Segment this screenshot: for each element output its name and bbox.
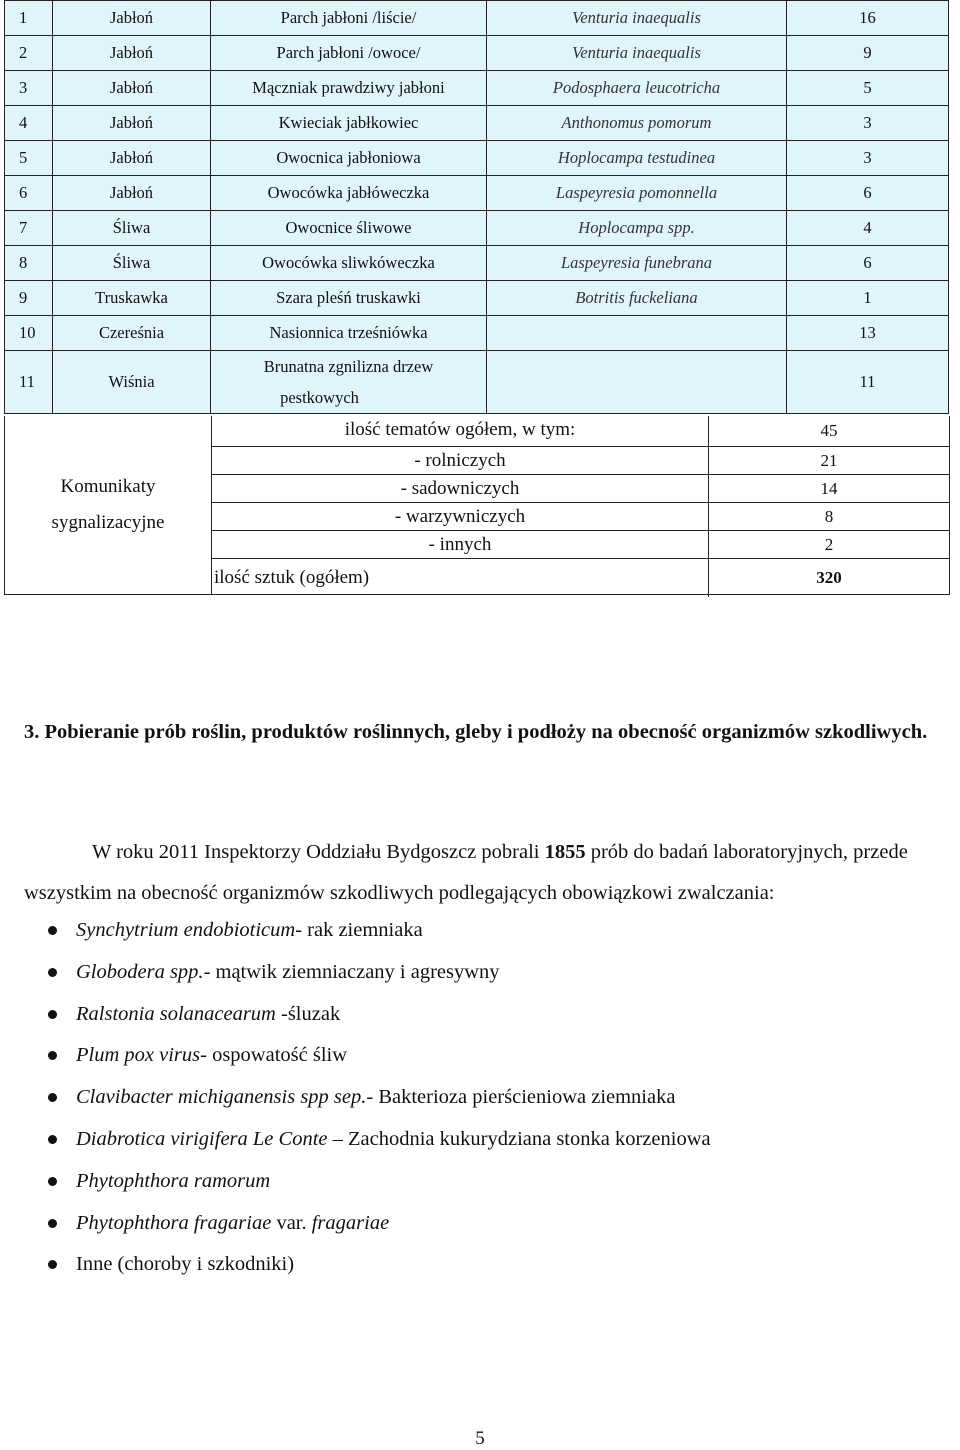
organism-description: – Zachodnia kukurydziana stonka korzeniowa <box>327 1127 711 1150</box>
organism-description: - ospowatość śliw <box>200 1044 348 1067</box>
pest-name-cell: Owocówka jabłóweczka <box>211 176 487 211</box>
crop-cell: Czereśnia <box>53 316 211 351</box>
crop-cell: Wiśnia <box>53 351 211 414</box>
crop-cell: Jabłoń <box>53 106 211 141</box>
latin-name-cell: Podosphaera leucotricha <box>487 71 787 106</box>
summary-label: - rolniczych <box>414 450 506 471</box>
latin-name-cell: Anthonomus pomorum <box>487 106 787 141</box>
count-cell: 6 <box>787 246 949 281</box>
summary-left-cell <box>5 416 212 594</box>
latin-name-cell: Venturia inaequalis <box>487 1 787 36</box>
organism-latin-name: Plum pox virus <box>76 1044 201 1067</box>
pest-name-cell: Mączniak prawdziwy jabłoni <box>211 71 487 106</box>
table-row <box>5 351 949 414</box>
crop-cell: Jabłoń <box>53 141 211 176</box>
summary-box <box>4 416 950 595</box>
pest-name-cell: Owocówka sliwkóweczka <box>211 246 487 281</box>
latin-name-cell: Laspeyresia funebrana <box>487 246 787 281</box>
bullet-icon <box>48 1219 57 1228</box>
crop-cell: Jabłoń <box>53 176 211 211</box>
pest-name-cell: Parch jabłoni /liście/ <box>211 1 487 36</box>
summary-value: 21 <box>708 447 949 474</box>
pest-name-cell: Szara pleśń truskawki <box>211 281 487 316</box>
list-item <box>44 1244 711 1286</box>
row-number: 11 <box>5 351 53 414</box>
list-item <box>44 994 711 1036</box>
organism-latin-name: Phytophthora ramorum <box>76 1169 271 1192</box>
pest-name-cell: Nasionnica trześniówka <box>211 316 487 351</box>
count-cell: 3 <box>787 141 949 176</box>
body-paragraph <box>24 832 959 914</box>
organism-latin-name: Synchytrium endobioticum <box>76 919 296 941</box>
crop-cell: Śliwa <box>53 211 211 246</box>
crop-cell: Jabłoń <box>53 71 211 106</box>
list-item <box>44 1035 711 1077</box>
table-row <box>5 281 949 316</box>
paragraph-text-after: prób do badań laboratoryjnych, przede wszystkim na obecność organizmów szkodliwych podlegających obowiązkowi zwalczania: <box>24 841 908 904</box>
bullet-icon <box>48 926 57 935</box>
summary-row <box>212 531 949 559</box>
row-number: 1 <box>5 1 53 36</box>
summary-grid <box>212 416 949 597</box>
organism-description: - Bakterioza pierścieniowa ziemniaka <box>366 1086 676 1109</box>
table-row <box>5 141 949 176</box>
table-row <box>5 211 949 246</box>
row-number: 7 <box>5 211 53 246</box>
bullet-icon <box>48 1051 57 1060</box>
summary-row <box>212 503 949 531</box>
summary-label: ilość sztuk (ogółem) <box>214 567 370 588</box>
row-number: 8 <box>5 246 53 281</box>
paragraph-text-before: W roku 2011 Inspektorzy Oddziału Bydgoszcz pobrali <box>92 841 545 863</box>
row-number: 2 <box>5 36 53 71</box>
list-item <box>44 1119 711 1161</box>
organism-description: Inne (choroby i szkodniki) <box>76 1253 295 1276</box>
summary-left-line1: Komunikaty <box>60 476 156 497</box>
latin-name-cell: Botritis fuckeliana <box>487 281 787 316</box>
summary-value: 8 <box>708 503 949 530</box>
organism-list <box>44 910 711 1286</box>
organism-latin-name: Phytophthora fragariae <box>76 1211 272 1234</box>
bullet-icon <box>48 968 57 977</box>
row-number: 5 <box>5 141 53 176</box>
organism-variety: fragariae <box>311 1211 390 1234</box>
table-row <box>5 106 949 141</box>
pest-name-cell: Owocnica jabłoniowa <box>211 141 487 176</box>
organism-description: - mątwik ziemniaczany i agresywny <box>203 960 500 983</box>
bullet-icon <box>48 1177 57 1186</box>
paragraph-bold-number: 1855 <box>544 841 586 863</box>
organism-latin-name: Ralstonia solanacearum <box>76 1002 276 1025</box>
count-cell: 5 <box>787 71 949 106</box>
latin-name-cell: Venturia inaequalis <box>487 36 787 71</box>
summary-value: 14 <box>708 475 949 502</box>
table-row <box>5 1 949 36</box>
pest-table-body <box>5 1 949 414</box>
summary-left-line2: sygnalizacyjne <box>51 512 165 533</box>
count-cell: 16 <box>787 1 949 36</box>
pest-table <box>4 0 949 414</box>
pest-name-cell: Kwieciak jabłkowiec <box>211 106 487 141</box>
pest-name-line2: pestkowych <box>280 388 359 407</box>
count-cell: 6 <box>787 176 949 211</box>
row-number: 4 <box>5 106 53 141</box>
list-item <box>44 952 711 994</box>
table-row <box>5 246 949 281</box>
table-row <box>5 36 949 71</box>
pest-name-cell <box>211 351 487 414</box>
table-row <box>5 176 949 211</box>
latin-name-cell: Laspeyresia pomonnella <box>487 176 787 211</box>
crop-cell: Jabłoń <box>53 1 211 36</box>
row-number: 10 <box>5 316 53 351</box>
row-number: 9 <box>5 281 53 316</box>
organism-description: var. <box>271 1211 312 1234</box>
count-cell: 4 <box>787 211 949 246</box>
bullet-icon <box>48 1135 57 1144</box>
organism-description: -śluzak <box>275 1002 341 1025</box>
organism-latin-name: Diabrotica virigifera Le Conte <box>76 1127 328 1150</box>
summary-label: - innych <box>428 534 492 555</box>
summary-label: - warzywniczych <box>394 506 526 527</box>
crop-cell: Śliwa <box>53 246 211 281</box>
summary-label: ilość tematów ogółem, w tym: <box>344 419 576 440</box>
latin-name-cell <box>487 316 787 351</box>
organism-latin-name: Clavibacter michiganensis spp sep. <box>76 1086 367 1109</box>
latin-name-cell: Hoplocampa spp. <box>487 211 787 246</box>
pest-name-cell: Parch jabłoni /owoce/ <box>211 36 487 71</box>
summary-row <box>212 475 949 503</box>
latin-name-cell: Hoplocampa testudinea <box>487 141 787 176</box>
summary-value: 2 <box>708 531 949 558</box>
bullet-icon <box>48 1260 57 1269</box>
row-number: 3 <box>5 71 53 106</box>
organism-latin-name: Globodera spp. <box>76 960 204 983</box>
table-row <box>5 316 949 351</box>
list-item <box>44 1161 711 1203</box>
count-cell: 1 <box>787 281 949 316</box>
crop-cell: Truskawka <box>53 281 211 316</box>
latin-name-cell <box>487 351 787 414</box>
count-cell: 11 <box>787 351 949 414</box>
bullet-icon <box>48 1093 57 1102</box>
summary-row-total-pieces <box>212 559 949 597</box>
list-item <box>44 910 711 952</box>
summary-row-total-topics <box>212 416 949 447</box>
pest-name-line1: Brunatna zgnilizna drzew <box>263 357 434 376</box>
count-cell: 3 <box>787 106 949 141</box>
pest-name-cell: Owocnice śliwowe <box>211 211 487 246</box>
list-item <box>44 1203 711 1245</box>
count-cell: 13 <box>787 316 949 351</box>
summary-row <box>212 447 949 475</box>
table-row <box>5 71 949 106</box>
count-cell: 9 <box>787 36 949 71</box>
bullet-icon <box>48 1010 57 1019</box>
summary-value: 45 <box>708 416 949 446</box>
organism-description: - rak ziemniaka <box>295 919 423 941</box>
row-number: 6 <box>5 176 53 211</box>
summary-label: - sadowniczych <box>400 478 520 499</box>
section-heading: 3. Pobieranie prób roślin, produktów roślinnych, gleby i podłoży na obecność organizmów szkodliwych. <box>24 721 928 743</box>
page-number: 5 <box>475 1428 485 1449</box>
crop-cell: Jabłoń <box>53 36 211 71</box>
summary-value: 320 <box>708 559 949 597</box>
list-item <box>44 1077 711 1119</box>
